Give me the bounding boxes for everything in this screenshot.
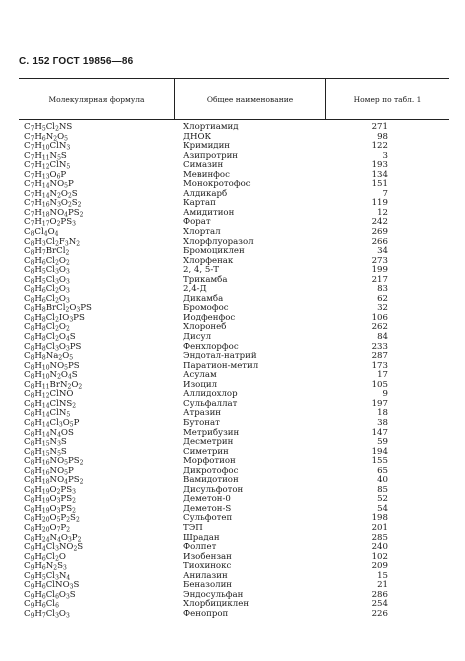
formula-cell: $C_7H_{18}NO_4PS_2$ — [24, 207, 84, 219]
formula-cell: $C_8H_{14}N_4OS$ — [24, 427, 74, 438]
name-cell: Беназолин — [183, 580, 233, 591]
formula-cell: $C_9H_6ClNO_3S$ — [24, 580, 80, 591]
name-cell: Морфотион — [183, 456, 236, 467]
number-cell: 242 — [371, 217, 388, 228]
formula-cell: $C_7H_{13}O_6P$ — [24, 169, 67, 181]
number-cell: 194 — [371, 446, 388, 457]
formula-cell: $C_8H_{20}O_5P_2S_2$ — [24, 513, 80, 524]
name-cell: Трикамба — [183, 274, 228, 285]
formula-cell: $C_8H_{10}N_2O_4S$ — [24, 370, 78, 381]
name-cell: Иодфенфос — [183, 312, 236, 323]
number-cell: 199 — [371, 265, 388, 276]
formula-cell: $C_7H_{16}N_3O_2S_2$ — [24, 198, 82, 209]
formula-cell: $C_7H_{14}NO_5P$ — [24, 179, 74, 190]
number-cell: 119 — [371, 198, 388, 209]
formula-cell: $C_8H_{15}N_3S$ — [24, 437, 67, 448]
number-cell: 286 — [371, 589, 388, 600]
formula-cell: $C_8H_8Cl_2O_4S$ — [24, 332, 76, 343]
formula-cell: $C_8H_{18}NO_4PS_2$ — [24, 475, 84, 486]
number-cell: 62 — [377, 293, 388, 304]
formula-cell: $C_8H_{15}N_5S$ — [24, 446, 67, 458]
formula-cell: $C_8H_5Cl_3O_3$ — [24, 274, 70, 286]
name-cell: Асулам — [183, 370, 217, 381]
name-cell: Азипротрин — [183, 150, 239, 161]
formula-cell: $C_8H_{20}O_7P_2$ — [24, 522, 71, 534]
number-cell: 134 — [371, 169, 388, 180]
name-cell: Хлортал — [183, 227, 221, 238]
number-cell: 217 — [371, 274, 388, 285]
formula-cell: $C_9H_6Cl_6O_3S$ — [24, 589, 76, 601]
formula-cell: $C_8H_8Na_2O_5$ — [24, 351, 74, 362]
number-cell: 54 — [377, 503, 388, 514]
name-cell: Симазин — [183, 160, 224, 171]
name-cell: Картап — [183, 198, 216, 209]
formula-cell: $C_8H_5Cl_3O_3$ — [24, 265, 70, 276]
formula-cell: $C_8H_6Cl_2O_3$ — [24, 284, 70, 295]
name-cell: Десметрин — [183, 437, 234, 448]
number-cell: 18 — [377, 408, 388, 419]
formula-cell: $C_8H_6Cl_2O_3$ — [24, 293, 70, 305]
name-cell: Изобензан — [183, 551, 232, 562]
formula-cell: $C_7H_{11}N_5S$ — [24, 150, 67, 162]
number-cell: 40 — [377, 475, 388, 486]
number-cell: 254 — [371, 599, 388, 610]
name-cell: 2,4-Д — [183, 284, 207, 295]
number-cell: 17 — [377, 370, 388, 381]
table-header — [19, 78, 449, 120]
number-cell: 197 — [371, 398, 388, 409]
formula-cell: $C_9H_6Cl_6$ — [24, 599, 59, 610]
formula-cell: $C_8H_{24}N_4O_3P_2$ — [24, 532, 82, 544]
name-cell: Вамидотион — [183, 475, 239, 486]
name-cell: Дикамба — [183, 293, 224, 304]
name-cell: ДНОК — [183, 131, 212, 142]
formula-cell: $C_7H_{14}N_2O_2S$ — [24, 188, 78, 200]
name-cell: Хлорфлуоразол — [183, 236, 254, 247]
number-cell: 269 — [371, 227, 388, 238]
number-cell: 155 — [371, 456, 388, 467]
name-cell: Хлоронеб — [183, 322, 227, 333]
name-cell: Изоцил — [183, 379, 218, 390]
formula-cell: $C_8H_{14}ClN_5$ — [24, 408, 71, 419]
formula-cell: $C_9H_4Cl_3NO_2S$ — [24, 542, 84, 553]
formula-cell: $C_8H_{16}NO_5PS_2$ — [24, 456, 84, 467]
name-cell: Форат — [183, 217, 211, 228]
number-cell: 209 — [371, 561, 388, 572]
number-cell: 233 — [371, 341, 388, 352]
name-cell: Мевинфос — [183, 169, 230, 180]
formula-cell: $C_9H_6Cl_2O$ — [24, 551, 66, 563]
column-header-name: Общее наименование — [206, 94, 294, 104]
name-cell: Монокротофос — [183, 179, 251, 190]
name-cell: Кримидин — [183, 141, 231, 152]
table-row — [19, 610, 449, 620]
formula-cell: $C_8H_{10}NO_5PS$ — [24, 360, 80, 372]
formula-cell: $C_8H_8BrCl_2O_3PS$ — [24, 303, 92, 314]
number-cell: 102 — [371, 551, 388, 562]
name-cell: ТЭП — [183, 522, 203, 533]
name-cell: Метрибузин — [183, 427, 240, 438]
number-cell: 85 — [377, 484, 388, 495]
name-cell: Паратион-метил — [183, 360, 259, 371]
formula-cell: $C_8H_{11}BrN_2O_2$ — [24, 379, 83, 391]
name-cell: Анилазин — [183, 570, 228, 581]
formula-cell: $C_9H_6N_2S_3$ — [24, 561, 67, 572]
name-cell: Бромоциклен — [183, 246, 245, 257]
number-cell: 9 — [382, 389, 388, 400]
formula-cell: $C_8H_8Cl_3O_3PS$ — [24, 341, 82, 353]
table-body — [19, 123, 449, 619]
column-header-formula: Молекулярная формула — [48, 94, 145, 104]
name-cell: Бромофос — [183, 303, 229, 314]
number-cell: 266 — [371, 236, 388, 247]
number-cell: 105 — [371, 379, 388, 390]
number-cell: 262 — [371, 322, 388, 333]
name-cell: Алдикарб — [183, 188, 228, 199]
name-cell: Фенопроп — [183, 608, 229, 619]
formula-cell: $C_8H_6Cl_2O_2$ — [24, 255, 70, 267]
number-cell: 147 — [371, 427, 388, 438]
number-cell: 15 — [377, 570, 388, 581]
formula-cell: $C_8H_{12}ClNO$ — [24, 389, 74, 400]
name-cell: Бутонат — [183, 417, 220, 428]
number-cell: 193 — [371, 160, 388, 171]
number-cell: 271 — [371, 122, 388, 132]
number-cell: 65 — [377, 465, 388, 476]
name-cell: Фенхлорфос — [183, 341, 239, 352]
number-cell: 34 — [377, 246, 388, 257]
formula-cell: $C_8H_{14}ClNS_2$ — [24, 398, 77, 410]
number-cell: 173 — [371, 360, 388, 371]
number-cell: 240 — [371, 542, 388, 553]
number-cell: 226 — [371, 608, 388, 619]
name-cell: Деметон-S — [183, 503, 232, 514]
formula-cell: $C_7H_{10}ClN_3$ — [24, 141, 71, 152]
number-cell: 21 — [377, 580, 388, 591]
name-cell: Шрадан — [183, 532, 220, 543]
number-cell: 12 — [377, 207, 388, 218]
name-cell: Сульфотеп — [183, 513, 233, 524]
name-cell: Тиохинокс — [183, 561, 232, 572]
formula-cell: $C_8H_{19}O_3PS_2$ — [24, 503, 76, 515]
name-cell: Эндотал-натрий — [183, 351, 257, 362]
number-cell: 287 — [371, 351, 388, 362]
name-cell: 2, 4, 5-Т — [183, 265, 219, 276]
formula-cell: $C_7H_6N_2O_5$ — [24, 131, 68, 143]
number-cell: 7 — [382, 188, 388, 199]
name-cell: Дисул — [183, 332, 212, 343]
formula-cell: $C_7H_{12}ClN_5$ — [24, 160, 71, 171]
name-cell: Дикротофос — [183, 465, 239, 476]
formula-cell: $C_8H_8Cl_2O_2$ — [24, 322, 70, 333]
formula-cell: $C_9H_5Cl_3N_4$ — [24, 570, 71, 582]
formula-cell: $C_7H_{17}O_2PS_3$ — [24, 217, 76, 228]
formula-cell: $C_7H_5Cl_2NS$ — [24, 122, 73, 133]
number-cell: 59 — [377, 437, 388, 448]
name-cell: Эндосульфан — [183, 589, 244, 600]
number-cell: 201 — [371, 522, 388, 533]
number-cell: 83 — [377, 284, 388, 295]
formula-cell: $C_8H_8Cl_2IO_3PS$ — [24, 312, 85, 324]
number-cell: 38 — [377, 417, 388, 428]
formula-cell: $C_9H_7Cl_3O_3$ — [24, 608, 70, 620]
column-header-number: Номер по табл. 1 — [353, 94, 422, 104]
name-cell: Фолпет — [183, 542, 217, 553]
number-cell: 198 — [371, 513, 388, 524]
number-cell: 273 — [371, 255, 388, 266]
formula-cell: $C_8H_3Cl_2F_3N_2$ — [24, 236, 81, 248]
formula-cell: $C_8H_7BrCl_2$ — [24, 246, 70, 257]
name-cell: Амидитион — [183, 207, 235, 218]
name-cell: Хлортиамид — [183, 122, 239, 132]
name-cell: Хлорбициклен — [183, 599, 250, 610]
number-cell: 122 — [371, 141, 388, 152]
name-cell: Хлорфенак — [183, 255, 234, 266]
number-cell: 151 — [371, 179, 388, 190]
formula-cell: $C_8H_{14}Cl_3O_5P$ — [24, 417, 80, 429]
number-cell: 285 — [371, 532, 388, 543]
number-cell: 3 — [382, 150, 388, 161]
formula-cell: $C_8H_{19}O_2PS_3$ — [24, 484, 76, 496]
number-cell: 32 — [377, 303, 388, 314]
formula-cell: $C_8Cl_4O_4$ — [24, 227, 59, 238]
name-cell: Сульфаллат — [183, 398, 238, 409]
name-cell: Дисульфотон — [183, 484, 244, 495]
name-cell: Симетрин — [183, 446, 229, 457]
formula-cell: $C_8H_{16}NO_5P$ — [24, 465, 74, 477]
name-cell: Аллидохлор — [183, 389, 238, 400]
formula-cell: $C_8H_{19}O_3PS_2$ — [24, 494, 76, 505]
number-cell: 106 — [371, 312, 388, 323]
page-header: С. 152 ГОСТ 19856—86 — [19, 56, 134, 67]
name-cell: Деметон-0 — [183, 494, 231, 505]
name-cell: Атразин — [183, 408, 222, 419]
number-cell: 52 — [377, 494, 388, 505]
number-cell: 98 — [377, 131, 388, 142]
number-cell: 84 — [377, 332, 388, 343]
